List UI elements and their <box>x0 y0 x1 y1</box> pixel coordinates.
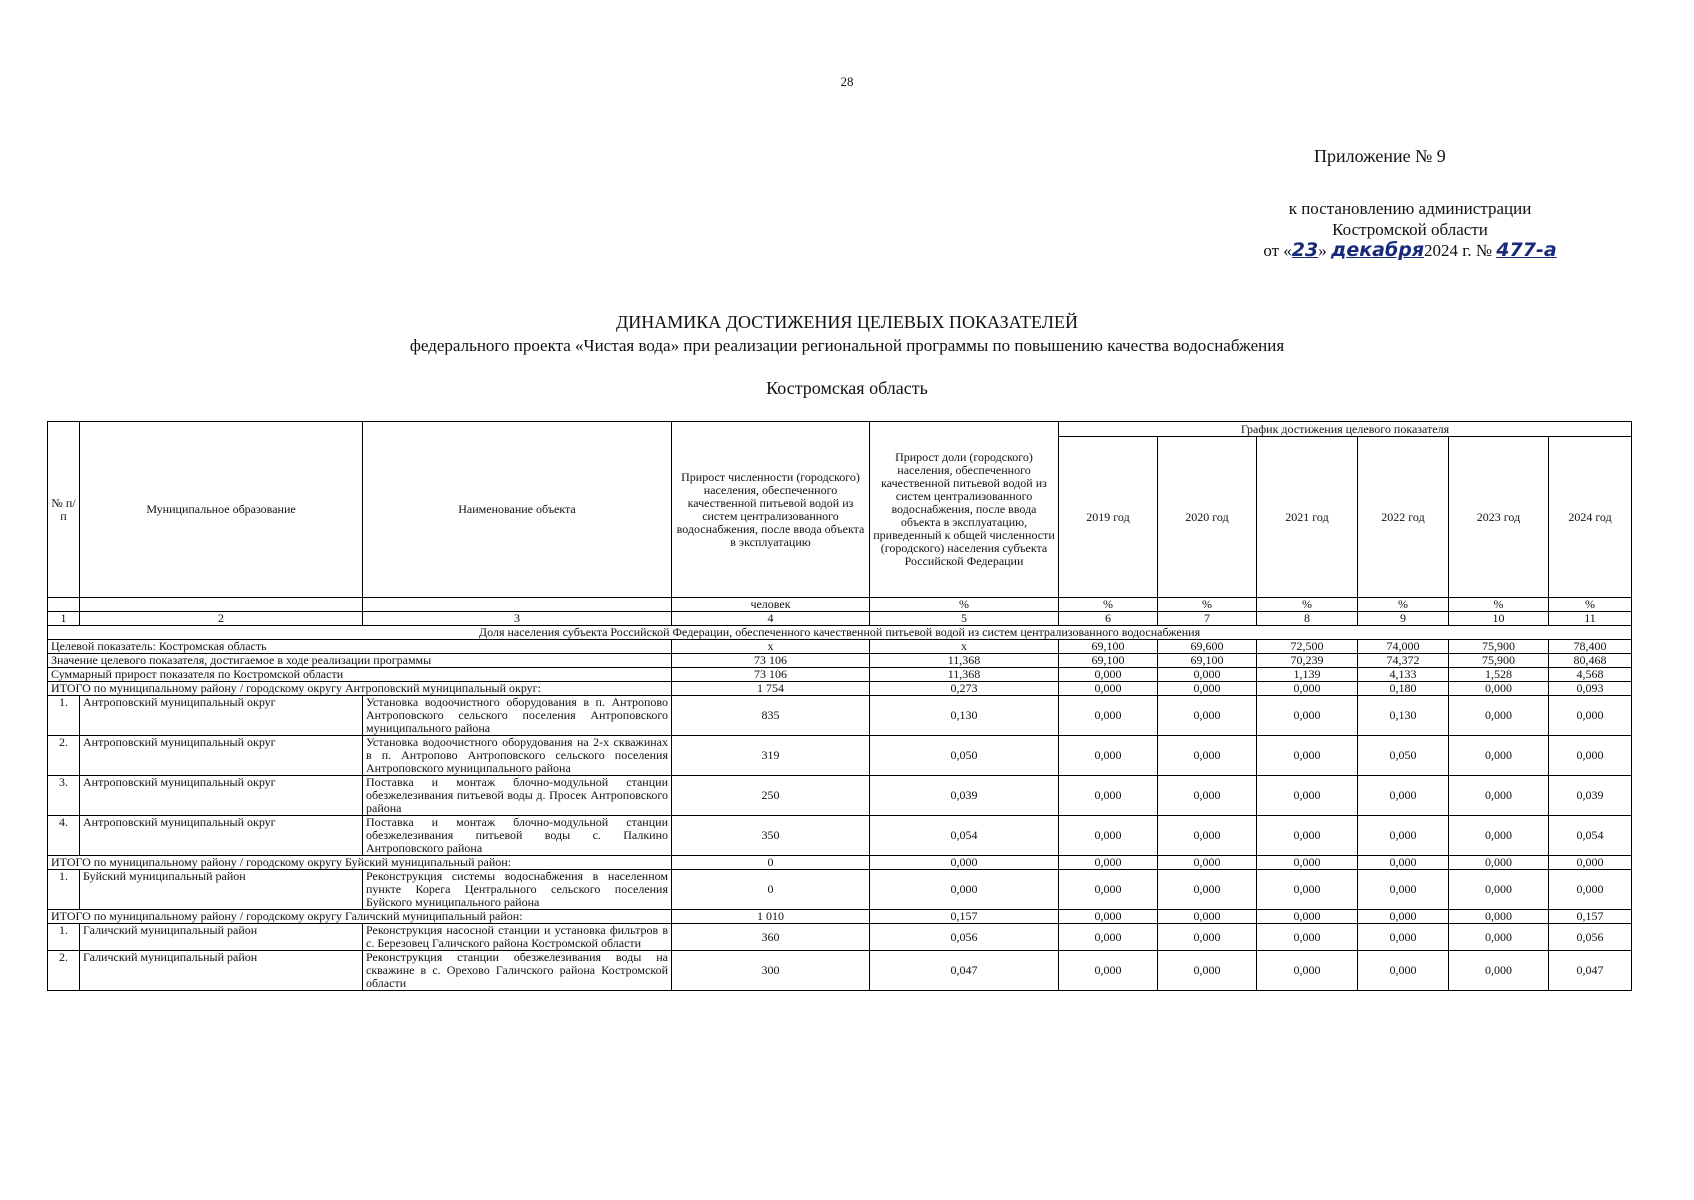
object-name: Поставка и монтаж блочно-модульной станции обезжелезивания питьевой воды д. Просек Антроповского района <box>363 776 672 816</box>
summary-year-value: 74,000 <box>1358 640 1449 654</box>
summary-year-value: 1,528 <box>1449 668 1549 682</box>
object-num: 3. <box>48 776 80 816</box>
column-number-cell: 9 <box>1358 612 1449 626</box>
header-year: 2023 год <box>1449 437 1549 598</box>
object-municipality: Буйский муниципальный район <box>80 870 363 910</box>
summary-year-value: 74,372 <box>1358 654 1449 668</box>
decree-day-handwritten: 23 <box>1291 239 1319 261</box>
summary-label: Значение целевого показателя, достигаемое в ходе реализации программы <box>48 654 672 668</box>
table-body <box>48 626 1632 991</box>
summary-year-value: 1,139 <box>1257 668 1358 682</box>
summary-year-value: 0,000 <box>1158 856 1257 870</box>
column-number-cell: 11 <box>1549 612 1632 626</box>
indicators-table <box>47 421 1632 991</box>
object-name: Установка водоочистного оборудования на 2-х скважинах в п. Антропово Антроповского сельского поселения Антроповского муниципального района <box>363 736 672 776</box>
object-row <box>48 870 1632 910</box>
summary-label: ИТОГО по муниципальному району / городскому округу Антроповский муниципальный округ: <box>48 682 672 696</box>
summary-count: 1 010 <box>672 910 870 924</box>
district-total-row <box>48 682 1632 696</box>
object-num: 1. <box>48 696 80 736</box>
header-schedule: График достижения целевого показателя <box>1059 422 1632 437</box>
object-count: 350 <box>672 816 870 856</box>
object-year-value: 0,000 <box>1158 924 1257 951</box>
object-municipality: Антроповский муниципальный округ <box>80 776 363 816</box>
summary-year-value: 0,000 <box>1158 682 1257 696</box>
summary-year-value: 69,100 <box>1059 654 1158 668</box>
object-year-value: 0,039 <box>1549 776 1632 816</box>
object-year-value: 0,000 <box>1059 924 1158 951</box>
unit-cell: % <box>1549 598 1632 612</box>
object-year-value: 0,000 <box>1158 696 1257 736</box>
summary-share: х <box>870 640 1059 654</box>
object-count: 319 <box>672 736 870 776</box>
header-object: Наименование объекта <box>363 422 672 598</box>
object-year-value: 0,000 <box>1158 736 1257 776</box>
object-municipality: Антроповский муниципальный округ <box>80 736 363 776</box>
object-num: 1. <box>48 924 80 951</box>
object-row <box>48 924 1632 951</box>
object-year-value: 0,000 <box>1059 951 1158 991</box>
decree-prefix: от « <box>1263 241 1292 260</box>
object-year-value: 0,000 <box>1059 736 1158 776</box>
decree-number-handwritten: 477-а <box>1496 239 1557 261</box>
object-year-value: 0,000 <box>1257 816 1358 856</box>
object-share: 0,050 <box>870 736 1059 776</box>
summary-year-value: 69,100 <box>1059 640 1158 654</box>
object-num: 1. <box>48 870 80 910</box>
object-year-value: 0,050 <box>1358 736 1449 776</box>
header-year: 2020 год <box>1158 437 1257 598</box>
summary-share: 11,368 <box>870 654 1059 668</box>
summary-label: Суммарный прирост показателя по Костромской области <box>48 668 672 682</box>
district-total-row <box>48 910 1632 924</box>
summary-share: 11,368 <box>870 668 1059 682</box>
unit-cell: % <box>1449 598 1549 612</box>
object-municipality: Антроповский муниципальный округ <box>80 816 363 856</box>
summary-year-value: 0,000 <box>1449 682 1549 696</box>
object-year-value: 0,056 <box>1549 924 1632 951</box>
object-year-value: 0,000 <box>1549 696 1632 736</box>
document-subtitle: федерального проекта «Чистая вода» при реализации региональной программы по повышению качества водоснабжения <box>409 336 1285 355</box>
column-number-cell: 3 <box>363 612 672 626</box>
summary-year-value: 0,000 <box>1358 910 1449 924</box>
object-name: Установка водоочистного оборудования в п. Антропово Антроповского сельского поселения Антроповского муниципального района <box>363 696 672 736</box>
decree-mid: » <box>1318 241 1327 260</box>
object-share: 0,056 <box>870 924 1059 951</box>
summary-share: 0,000 <box>870 856 1059 870</box>
object-year-value: 0,000 <box>1158 816 1257 856</box>
object-year-value: 0,000 <box>1449 736 1549 776</box>
summary-year-value: 0,000 <box>1059 856 1158 870</box>
summary-year-value: 80,468 <box>1549 654 1632 668</box>
summary-year-value: 0,093 <box>1549 682 1632 696</box>
object-municipality: Галичский муниципальный район <box>80 924 363 951</box>
summary-count: 73 106 <box>672 668 870 682</box>
object-year-value: 0,000 <box>1449 816 1549 856</box>
summary-label: ИТОГО по муниципальному району / городскому округу Буйский муниципальный район: <box>48 856 672 870</box>
column-number-cell: 4 <box>672 612 870 626</box>
object-year-value: 0,000 <box>1158 870 1257 910</box>
object-year-value: 0,000 <box>1158 951 1257 991</box>
object-row <box>48 816 1632 856</box>
object-year-value: 0,000 <box>1257 776 1358 816</box>
column-number-cell: 5 <box>870 612 1059 626</box>
decree-line-2: Костромской области <box>1332 220 1488 239</box>
object-year-value: 0,000 <box>1449 870 1549 910</box>
object-year-value: 0,000 <box>1449 696 1549 736</box>
summary-row <box>48 668 1632 682</box>
object-row <box>48 736 1632 776</box>
summary-row <box>48 654 1632 668</box>
column-number-cell: 6 <box>1059 612 1158 626</box>
summary-year-value: 69,600 <box>1158 640 1257 654</box>
unit-cell: % <box>870 598 1059 612</box>
column-numbers-row <box>48 612 1632 626</box>
object-year-value: 0,047 <box>1549 951 1632 991</box>
summary-year-value: 0,000 <box>1257 910 1358 924</box>
summary-year-value: 75,900 <box>1449 640 1549 654</box>
object-row <box>48 776 1632 816</box>
header-municipality: Муниципальное образование <box>80 422 363 598</box>
district-total-row <box>48 856 1632 870</box>
object-year-value: 0,000 <box>1059 696 1158 736</box>
summary-year-value: 0,000 <box>1158 668 1257 682</box>
summary-share: 0,273 <box>870 682 1059 696</box>
summary-year-value: 75,900 <box>1449 654 1549 668</box>
unit-cell: % <box>1358 598 1449 612</box>
object-year-value: 0,000 <box>1358 870 1449 910</box>
decree-line-1: к постановлению администрации <box>1288 199 1532 218</box>
summary-year-value: 0,000 <box>1059 668 1158 682</box>
decree-date-line <box>1240 240 1580 261</box>
object-count: 300 <box>672 951 870 991</box>
summary-count: 73 106 <box>672 654 870 668</box>
summary-year-value: 0,180 <box>1358 682 1449 696</box>
appendix-label: Приложение № 9 <box>1314 146 1446 166</box>
object-municipality: Галичский муниципальный район <box>80 951 363 991</box>
object-share: 0,130 <box>870 696 1059 736</box>
object-num: 4. <box>48 816 80 856</box>
object-share: 0,047 <box>870 951 1059 991</box>
object-year-value: 0,000 <box>1257 870 1358 910</box>
object-year-value: 0,000 <box>1059 816 1158 856</box>
column-number-cell: 8 <box>1257 612 1358 626</box>
object-year-value: 0,000 <box>1358 951 1449 991</box>
object-share: 0,000 <box>870 870 1059 910</box>
object-year-value: 0,000 <box>1257 696 1358 736</box>
object-name: Реконструкция системы водоснабжения в населенном пункте Корега Центрального сельского поселения Буйского муниципального района <box>363 870 672 910</box>
object-year-value: 0,000 <box>1257 951 1358 991</box>
summary-share: 0,157 <box>870 910 1059 924</box>
object-name: Реконструкция станции обезжелезивания воды на скважине в с. Орехово Галичского района Костромской области <box>363 951 672 991</box>
object-num: 2. <box>48 736 80 776</box>
summary-year-value: 0,000 <box>1358 856 1449 870</box>
object-share: 0,054 <box>870 816 1059 856</box>
summary-year-value: 0,000 <box>1059 910 1158 924</box>
summary-year-value: 69,100 <box>1158 654 1257 668</box>
summary-label: ИТОГО по муниципальному району / городскому округу Галичский муниципальный район: <box>48 910 672 924</box>
decree-month-handwritten: декабря <box>1331 239 1425 261</box>
header-growth-share: Прирост доли (городского) населения, обеспеченного качественной питьевой водой из систем централизованного водоснабжения, после ввода объекта в эксплуатацию, приведенный к общей численности (городского) населения субъекта Российской Федерации <box>870 422 1059 598</box>
object-count: 250 <box>672 776 870 816</box>
object-year-value: 0,000 <box>1059 870 1158 910</box>
object-year-value: 0,000 <box>1549 736 1632 776</box>
object-name: Поставка и монтаж блочно-модульной станции обезжелезивания питьевой воды с. Палкино Антроповского района <box>363 816 672 856</box>
object-year-value: 0,000 <box>1358 776 1449 816</box>
object-year-value: 0,054 <box>1549 816 1632 856</box>
object-year-value: 0,000 <box>1449 776 1549 816</box>
summary-year-value: 0,000 <box>1549 856 1632 870</box>
page-number: 28 <box>840 74 854 89</box>
unit-cell: % <box>1257 598 1358 612</box>
object-year-value: 0,000 <box>1549 870 1632 910</box>
object-year-value: 0,000 <box>1358 816 1449 856</box>
object-municipality: Антроповский муниципальный округ <box>80 696 363 736</box>
object-row <box>48 951 1632 991</box>
summary-year-value: 0,000 <box>1059 682 1158 696</box>
object-count: 360 <box>672 924 870 951</box>
object-year-value: 0,000 <box>1257 736 1358 776</box>
object-share: 0,039 <box>870 776 1059 816</box>
summary-year-value: 0,000 <box>1449 910 1549 924</box>
summary-count: 0 <box>672 856 870 870</box>
unit-cell: % <box>1059 598 1158 612</box>
object-year-value: 0,000 <box>1059 776 1158 816</box>
summary-year-value: 0,000 <box>1257 682 1358 696</box>
summary-year-value: 0,000 <box>1158 910 1257 924</box>
summary-year-value: 0,000 <box>1449 856 1549 870</box>
object-name: Реконструкция насосной станции и установка фильтров в с. Березовец Галичского района Костромской области <box>363 924 672 951</box>
object-count: 835 <box>672 696 870 736</box>
column-number-cell: 7 <box>1158 612 1257 626</box>
summary-year-value: 4,568 <box>1549 668 1632 682</box>
object-year-value: 0,000 <box>1358 924 1449 951</box>
object-year-value: 0,000 <box>1158 776 1257 816</box>
header-year: 2021 год <box>1257 437 1358 598</box>
unit-cell: % <box>1158 598 1257 612</box>
summary-year-value: 0,157 <box>1549 910 1632 924</box>
summary-year-value: 72,500 <box>1257 640 1358 654</box>
summary-year-value: 4,133 <box>1358 668 1449 682</box>
header-year: 2022 год <box>1358 437 1449 598</box>
column-number-cell: 10 <box>1449 612 1549 626</box>
summary-label: Целевой показатель: Костромская область <box>48 640 672 654</box>
summary-row <box>48 640 1632 654</box>
header-growth-count: Прирост численности (городского) населения, обеспеченного качественной питьевой водой из систем централизованного водоснабжения, после ввода объекта в эксплуатацию <box>672 422 870 598</box>
header-num: № п/п <box>48 422 80 598</box>
object-count: 0 <box>672 870 870 910</box>
decree-year: 2024 г. № <box>1424 241 1493 260</box>
column-number-cell: 1 <box>48 612 80 626</box>
summary-count: 1 754 <box>672 682 870 696</box>
header-year: 2019 год <box>1059 437 1158 598</box>
object-row <box>48 696 1632 736</box>
unit-cell: человек <box>672 598 870 612</box>
object-year-value: 0,130 <box>1358 696 1449 736</box>
document-title: ДИНАМИКА ДОСТИЖЕНИЯ ЦЕЛЕВЫХ ПОКАЗАТЕЛЕЙ <box>615 312 1078 332</box>
region-title: Костромская область <box>766 378 928 398</box>
decree-block <box>1240 198 1580 261</box>
summary-year-value: 70,239 <box>1257 654 1358 668</box>
summary-count: х <box>672 640 870 654</box>
summary-year-value: 78,400 <box>1549 640 1632 654</box>
object-num: 2. <box>48 951 80 991</box>
indicators-table-container <box>47 421 1631 991</box>
summary-year-value: 0,000 <box>1257 856 1358 870</box>
object-year-value: 0,000 <box>1449 951 1549 991</box>
object-year-value: 0,000 <box>1449 924 1549 951</box>
column-number-cell: 2 <box>80 612 363 626</box>
section-title: Доля населения субъекта Российской Федерации, обеспеченного качественной питьевой водой из систем централизованного водоснабжения <box>48 626 1632 640</box>
object-year-value: 0,000 <box>1257 924 1358 951</box>
header-year: 2024 год <box>1549 437 1632 598</box>
